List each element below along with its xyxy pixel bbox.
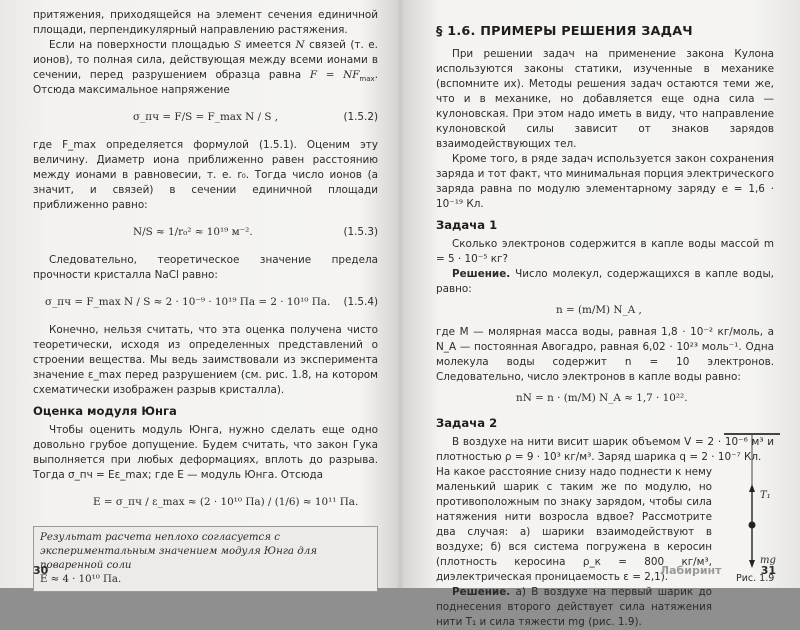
left-page [0, 0, 400, 588]
task1-explanation: где M — молярная масса воды, равная 1,8 · 10⁻² кг/моль, а N_A — постоянная Авогадро, равная 6,02 · 10²³ моль⁻¹. Одна молекула воды содержит n = 10 электронов. Следовательно, число электронов в капле воды равно: [436, 326, 774, 383]
equation-text: σ_пч = F/S = F_max N / S , [133, 111, 279, 123]
paragraph-charge: Кроме того, в ряде задач используется закон сохранения заряда и тот факт, что минимальная порция электрического заряда равна по модулю элементарному заряду e = 1,6 · 10⁻¹⁹ Кл. [436, 153, 774, 210]
task1-solution: Решение. Число молекул, содержащихся в капле воды, равно: [436, 268, 774, 295]
equation-young [33, 486, 378, 520]
watermark-logo: Лабиринт [660, 564, 722, 577]
equation-1-5-2 [33, 101, 378, 135]
figure-label-mg: mg [760, 555, 776, 566]
equation-text: E = σ_пч / ε_max ≈ (2 · 10¹⁰ Па) / (1/6) ≈ 10¹¹ Па. [93, 496, 359, 508]
page-number-right: 31 [760, 564, 776, 577]
tension-arrowhead [749, 484, 755, 492]
equation-text: nN = n · (m/M) N_A ≈ 1,7 · 10²². [516, 392, 688, 404]
figure-label-T: T₁ [760, 490, 771, 501]
paragraph-force: Если на поверхности площадью S имеется N связей (т. е. ионов), то полная сила, действующая между всеми ионами в сечении, перед разрушением образца равна $F = NF_{max}$. Отсюда максимальное напряжение [33, 39, 378, 96]
result-box [33, 526, 378, 592]
paragraph-top: притяжения, приходящейся на элемент сечения единичной площади, перпендикулярный направлению растяжения. [33, 9, 378, 36]
section-title: § 1.6. ПРИМЕРЫ РЕШЕНИЯ ЗАДАЧ [436, 24, 693, 39]
right-page [400, 0, 800, 628]
task2-heading: Задача 2 [436, 416, 498, 430]
task2-solution: Решение. а) В воздухе на первый шарик до поднесения второго действует сила натяжения нити T₁ и сила тяжести mg (рис. 1.9). [436, 586, 712, 628]
section-heading-young: Оценка модуля Юнга [33, 404, 177, 418]
solution-label: Решение. [452, 586, 511, 598]
equation-text: σ_пч = F_max N / S ≈ 2 · 10⁻⁹ · 10¹⁹ Па = 2 · 10¹⁰ Па. [45, 296, 331, 308]
gravity-arrowhead [749, 560, 755, 568]
task2-text: В воздухе на нити висит шарик объемом V = 2 · 10⁻⁶ м³ и плотностью ρ = 9 · 10³ кг/м³. Заряд шарика q = 2 · 10⁻⁷ Кл. [436, 436, 774, 463]
equation-number: (1.5.2) [343, 111, 378, 123]
equation-1-5-3 [33, 216, 378, 250]
task1-heading: Задача 1 [436, 218, 498, 232]
result-text: Результат расчета неплохо согласуется с экспериментальным значением модуля Юнга для поваренной соли [40, 532, 317, 571]
equation-nN [436, 388, 774, 410]
equation-number: (1.5.3) [343, 226, 378, 238]
figure-caption: Рис. 1.9 [736, 573, 775, 584]
result-formula: E ≈ 4 · 10¹⁰ Па. [40, 574, 122, 585]
solution-label: Решение. [452, 268, 511, 280]
paragraph-estimate: где F_max определяется формулой (1.5.1). Оценим эту величину. Диаметр иона приближенно равен расстоянию между ионами в равновесии, т. е. r₀. Тогда число ионов (а значит, и связей) в сечении единичной площади приближенно равно: [33, 139, 378, 211]
paragraph-young: Чтобы оценить модуль Юнга, нужно сделать еще одно довольно грубое допущение. Будем считать, что закон Гука выполняется при любых деформациях, вплоть до разрыва. Тогда σ_пч = Eε_max; где E — модуль Юнга. Отсюда [33, 424, 378, 481]
task2-text-cont: На какое расстояние снизу надо поднести к нему маленький шарик с таким же по модулю, но противоположным по знаку зарядом, чтобы сила натяжения нити возросла вдвое? Рассмотрите два случая: а) шарики взаимодействуют в воздухе; б) вся система погружена в керосин (плотность керосина ρ_к = 800 кг/м³, диэлектрическая проницаемость ε = 2,1). [436, 466, 712, 583]
paragraph-intro: При решении задач на применение закона Кулона используются законы статики, изученные в механике (вспомните их). Методы решения задач остаются теми же, что и в механике, но добавляется еще одна сила — кулоновская. При этом надо иметь в виду, что направление кулоновской силы зависит от знаков зарядов взаимодействующих тел. [436, 48, 774, 150]
equation-number: (1.5.4) [343, 296, 378, 308]
equation-text: n = (m/M) N_A , [556, 304, 642, 316]
paragraph-caveat: Конечно, нельзя считать, что эта оценка получена чисто теоретически, исходя из определенных представлений о строении вещества. Мы ведь заимствовали из эксперимента значение ε_max перед разрушением (см. рис. 1.8, на котором схематически изображен разрыв кристалла). [33, 324, 378, 396]
equation-n [436, 300, 774, 322]
ball-icon [749, 522, 756, 529]
task1-text: Сколько электронов содержится в капле воды массой m = 5 · 10⁻⁵ кг? [436, 238, 774, 265]
paragraph-theory: Следовательно, теоретическое значение предела прочности кристалла NaCl равно: [33, 254, 378, 281]
equation-text: N/S ≈ 1/r₀² ≈ 10¹⁹ м⁻². [133, 226, 253, 238]
equation-1-5-4 [33, 286, 378, 320]
page-number-left: 30 [33, 564, 49, 577]
